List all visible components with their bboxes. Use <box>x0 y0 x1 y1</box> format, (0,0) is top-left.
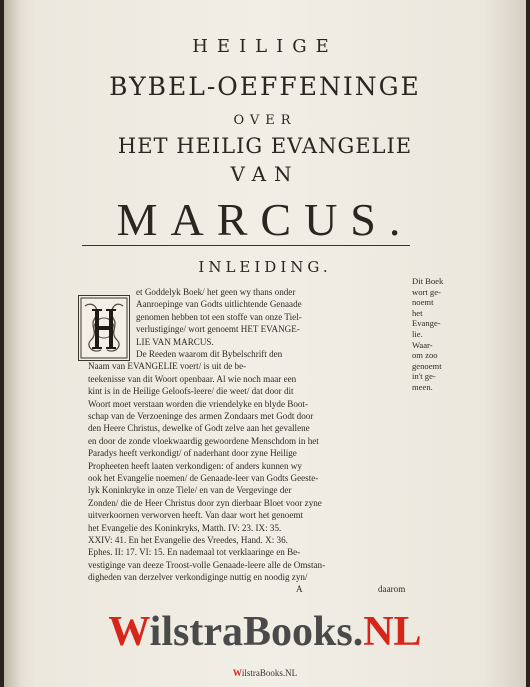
footer-credit <box>4 668 526 678</box>
margin-note-line: wort ge- <box>412 286 441 297</box>
margin-note-line: in't ge- <box>412 371 436 382</box>
margin-note-line: Evange- <box>412 318 441 329</box>
body-line: teekenisse van dit Woort openbaar. Al wie noch maar een <box>88 373 297 384</box>
title-line-5: VAN <box>230 162 300 186</box>
body-line: Propheeten heeft laaten verkondigen: of anders kunnen wy <box>88 460 302 471</box>
footer-rest: ilstraBooks.NL <box>241 668 298 678</box>
body-line: Zonden/ die de Heer Christus door zyn dierbaar Bloet voor zyne <box>88 497 322 508</box>
body-line: vestiginge van deeze Troost-volle Genaade-leere alle de Omstan- <box>88 559 326 570</box>
catchword: daarom <box>378 584 406 594</box>
margin-note <box>412 276 462 393</box>
body-line: den Heere Christus, dewelke of Godt zelve aan het gevallene <box>88 423 310 434</box>
watermark-rest: ilstraBooks. <box>149 609 364 655</box>
margin-note-line: meen. <box>412 381 433 392</box>
watermark-initial: W <box>108 609 150 655</box>
body-line: Woort moet verstaan worden die vriendelyke en blyde Boot- <box>88 398 308 409</box>
body-line: digheden van derzelver verkondiginge nuttig en noodig zyn/ <box>88 572 308 583</box>
margin-note-line: om zoo <box>412 350 438 361</box>
body-line: XXIV: 41. En het Evangelie des Vreedes, Hand. X: 36. <box>88 535 288 545</box>
watermark-suffix: NL <box>363 609 422 655</box>
body-line: LIE VAN MARCUS. <box>136 336 214 347</box>
body-line: uitverkoornen verworven heeft. Van daar wort het genoemt <box>88 510 303 521</box>
body-line: Naam van EVANGELIE voert/ is uit de be- <box>88 361 247 372</box>
body-line: et Goddelyk Boek/ het geen wy thans onder <box>136 287 296 297</box>
signature-mark: A <box>296 584 303 594</box>
body-line: verlustiginge/ wort genoemt HET EVANGE- <box>136 324 300 335</box>
title-line-3: OVER <box>233 113 297 128</box>
body-line: Aanroepinge van Godts uitlichtende Genaade <box>136 299 302 310</box>
margin-note-line: genoemt <box>412 360 442 371</box>
margin-note-line: het <box>412 307 423 318</box>
title-line-4: HET HEILIG EVANGELIE <box>117 134 413 158</box>
body-line: kint is in de Heilige Geloofs-leere/ die weet/ dat door dit <box>88 386 294 397</box>
book-page <box>4 0 526 687</box>
body-line: genomen hebben tot een stoffe van onze Tiel- <box>136 311 302 322</box>
body-line: ook het Evangelie noemen/ de Genaade-leer van Godts Geeste- <box>88 473 319 483</box>
margin-note-line: Dit Boek <box>412 276 444 286</box>
margin-note-line: noemt <box>412 297 434 308</box>
ornamental-initial-h-icon <box>78 295 130 361</box>
title-line-6: MARCUS. <box>116 194 414 245</box>
margin-note-line: Waar- <box>412 339 433 350</box>
footer-initial: W <box>232 668 242 678</box>
body-line: Paradys heeft verkondigt/ of naderhant door zyne Heilige <box>88 448 297 459</box>
body-line: het Evangelie des Koninkryks, Matth. IV: 23. IX: 35. <box>88 522 282 533</box>
body-line: lyk Koninkryke in onze Tiele/ en van de Vergevinge der <box>88 485 292 496</box>
body-line: Ephes. II: 17. VI: 15. En nademaal tot verklaaringe en Be- <box>88 547 301 558</box>
body-line: en door de zonde vloekwaardig gewoordene Menschdom in het <box>88 435 319 446</box>
section-heading: INLEIDING. <box>198 258 332 276</box>
page-gutter <box>4 0 20 687</box>
margin-note-line: lie. <box>412 328 423 339</box>
title-rule <box>82 245 410 246</box>
watermark-logo <box>4 608 526 656</box>
title-line-1: HEILIGE <box>192 36 338 57</box>
body-line: schap van de Verzoeninge des armen Zondaars met Godt door <box>88 411 314 421</box>
body-line: De Reeden waarom dit Bybelschrift den <box>136 349 283 359</box>
title-line-2: BYBEL-OEFFENINGE <box>109 72 421 101</box>
